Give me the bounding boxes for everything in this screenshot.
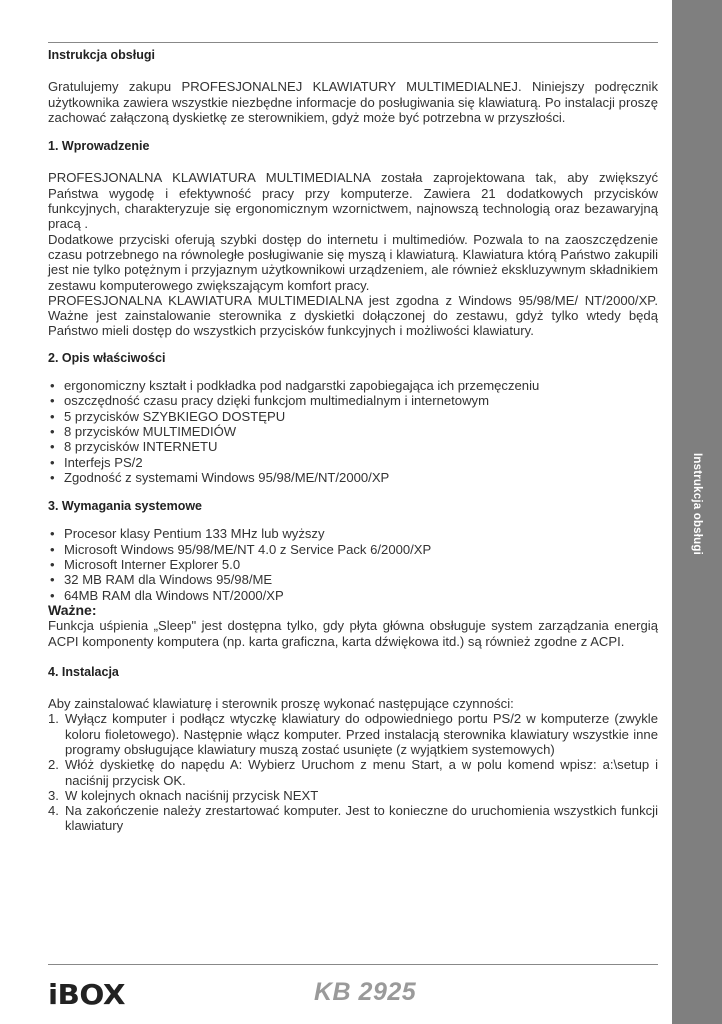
intro-section-paragraph: PROFESJONALNA KLAWIATURA MULTIMEDIALNA jest zgodna z Windows 95/98/ME/ NT/2000/XP. Ważne jest zainstalowanie sterownika z dyskietki dołączonej do zestawu, gdyż tylko wtedy będą Państwo mieli dostęp do wszystkich przycisków funkcyjnych i możliwości klawiatury. [48,292,658,339]
list-item: • 32 MB RAM dla Windows 95/98/ME [48,572,658,587]
intro-section-paragraph: PROFESJONALNA KLAWIATURA MULTIMEDIALNA została zaprojektowana tak, aby zwiększyć Państwa wygodę i efektywność pracy przy komputerze. Zawiera 21 dodatkowych przycisków funkcyjnych, charakteryzuje się ergonomicznym wzornictwem, najnowszą technologią oraz bezawaryjną pracą . [48,170,658,232]
step-item [48,788,658,803]
section-heading-intro: 1. Wprowadzenie [48,139,150,154]
list-item: • 8 przycisków MULTIMEDIÓW [48,424,658,439]
step-text: Wyłącz komputer i podłącz wtyczkę klawiatury do odpowiedniego portu PS/2 w komputerze (zwykle koloru fioletowego). Następnie włącz komputer. Przed instalacją sterownika klawiatury wszystkie inne programy obsługujące klawiatury muszą zostać usunięte (z wyjątkiem systemowych) [65,711,658,757]
brand-logo: iBOX [48,978,126,1011]
footer-rule [48,964,658,965]
step-number: 1. [48,711,59,727]
step-item [48,711,658,757]
section-heading-features: 2. Opis właściwości [48,350,166,365]
step-number: 2. [48,757,59,773]
list-item: • 8 przycisków INTERNETU [48,439,658,454]
list-item: • Microsoft Interner Explorer 5.0 [48,557,658,572]
document-body [48,44,658,834]
section-heading-requirements: 3. Wymagania systemowe [48,499,203,514]
intro-paragraph: Gratulujemy zakupu PROFESJONALNEJ KLAWIATURY MULTIMEDIALNEJ. Niniejszy podręcznik użytkownika zawiera wszystkie niezbędne informacje do posługiwania się klawiaturą. Po instalacji proszę zachować załączoną dyskietkę ze sterownikiem, gdyż może być potrzebna w przyszłości. [48,79,658,125]
list-item: • Interfejs PS/2 [48,455,658,470]
warning-text: Funkcja uśpienia „Sleep" jest dostępna tylko, gdy płyta główna obsługuje system zarządzania energią ACPI komponenty komputera (np. karta graficzna, karta dźwiękowa itd.) są również zgodne z ACPI. [48,618,658,649]
step-item [48,757,658,788]
intro-section-paragraph: Dodatkowe przyciski oferują szybki dostęp do internetu i multimediów. Pozwala to na zaoszczędzenie czasu potrzebnego na równoległe posługiwanie się myszą i klawiaturą. Klawiatura którą Państwo zakupili jest nie tylko potężnym i przyjaznym użytkownikowi urządzeniem, ale również ekskluzywnym składnikiem zestawu komputerowego zwiększającym komfort pracy. [48,231,658,293]
step-text: Na zakończenie należy zrestartować komputer. Jest to konieczne do uruchomienia wszystkich funkcji klawiatury [65,803,658,834]
warning-title: Ważne: [48,601,97,618]
model-name: KB 2925 [314,978,417,1006]
step-text: W kolejnych oknach naciśnij przycisk NEXT [65,787,319,803]
step-number: 4. [48,803,59,819]
list-item: • 5 przycisków SZYBKIEGO DOSTĘPU [48,409,658,424]
features-list [48,378,658,485]
top-rule [48,42,658,43]
installation-steps [48,711,658,833]
list-item: • 64MB RAM dla Windows NT/2000/XP [48,588,658,603]
list-item: • ergonomiczny kształt i podkładka pod nadgarstki zapobiegająca ich przemęczeniu [48,378,658,393]
list-item: • Zgodność z systemami Windows 95/98/ME/NT/2000/XP [48,470,658,485]
list-item: • Procesor klasy Pentium 133 MHz lub wyższy [48,526,658,541]
list-item: • Microsoft Windows 95/98/ME/NT 4.0 z Service Pack 6/2000/XP [48,542,658,557]
step-number: 3. [48,787,59,803]
list-item: • oszczędność czasu pracy dzięki funkcjom multimedialnym i internetowym [48,393,658,408]
section-heading-installation: 4. Instalacja [48,664,119,679]
step-item [48,803,658,834]
requirements-list [48,526,658,602]
step-text: Włóż dyskietkę do napędu A: Wybierz Uruchom z menu Start, a w polu komend wpisz: a:\setup i naciśnij przycisk OK. [65,757,658,788]
document-title: Instrukcja obsługi [48,48,155,62]
side-tab-label: Instrukcja obsługi [691,452,703,556]
installation-lead: Aby zainstalować klawiaturę i sterownik proszę wykonać następujące czynności: [48,696,514,712]
